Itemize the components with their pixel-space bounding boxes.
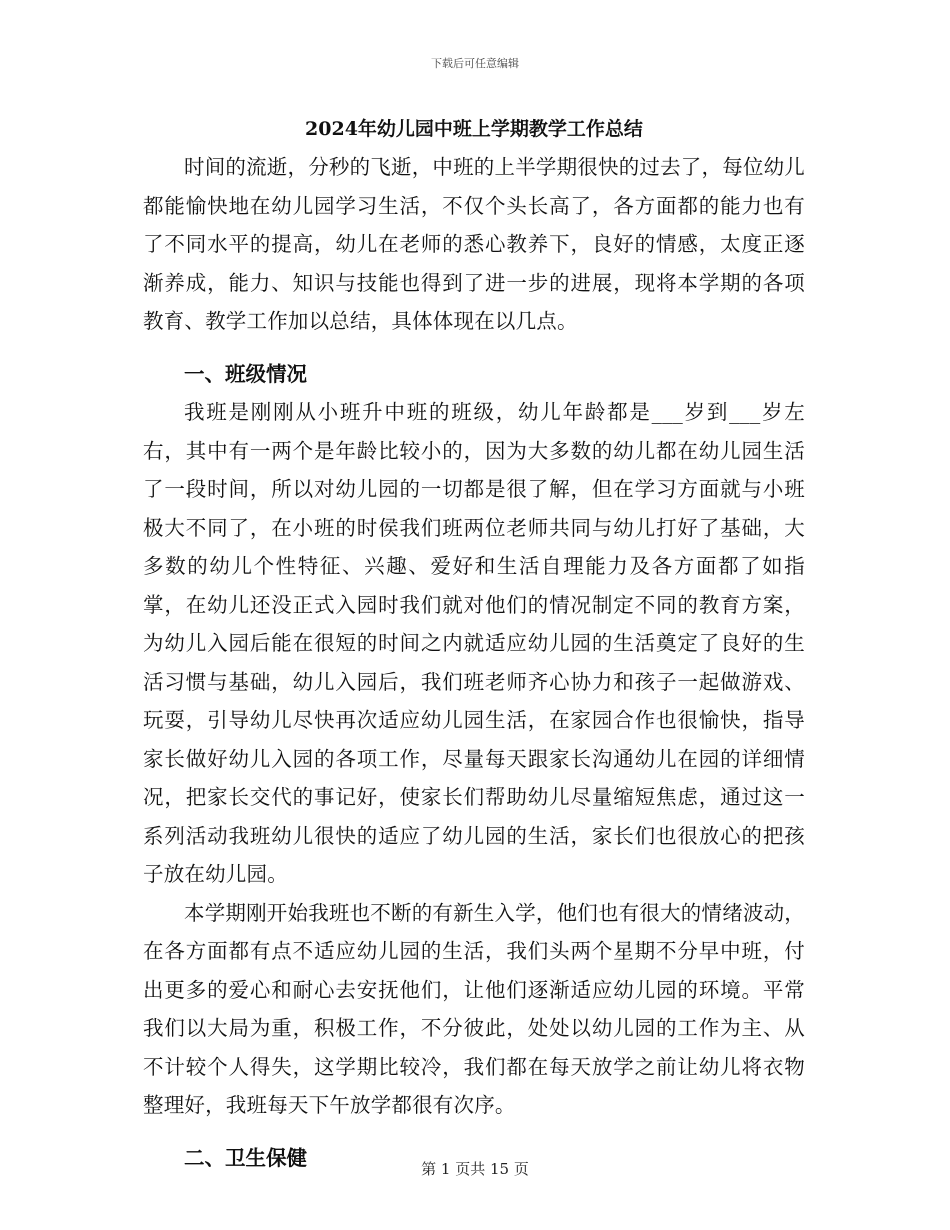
header-note: 下载后可任意编辑 bbox=[431, 57, 519, 70]
class-situation-paragraph-1: 我班是刚刚从小班升中班的班级，幼儿年龄都是___岁到___岁左右，其中有一两个是年龄比较小的，因为大多数的幼儿都在幼儿园生活了一段时间，所以对幼儿园的一切都是很了解，但在学习方面就与小班极大不同了，在小班的时侯我们班两位老师共同与幼儿打好了基础，大多数的幼儿个性特征、兴趣、爱好和生活自理能力及各方面都了如指掌，在幼儿还没正式入园时我们就对他们的情况制定不同的教育方案，为幼儿入园后能在很短的时间之内就适应幼儿园的生活奠定了良好的生活习惯与基础，幼儿入园后，我们班老师齐心协力和孩子一起做游戏、玩耍，引导幼儿尽快再次适应幼儿园生活，在家园合作也很愉快，指导家长做好幼儿入园的各项工作，尽量每天跟家长沟通幼儿在园的详细情况，把家长交代的事记好，使家长们帮助幼儿尽量缩短焦虑，通过这一系列活动我班幼儿很快的适应了幼儿园的生活，家长们也很放心的把孩子放在幼儿园。 bbox=[143, 400, 805, 886]
section-heading-health-care: 二、卫生保健 bbox=[184, 1145, 307, 1170]
section-heading-class-situation: 一、班级情况 bbox=[184, 361, 307, 386]
class-situation-paragraph-2: 本学期刚开始我班也不断的有新生入学，他们也有很大的情绪波动，在各方面都有点不适应幼儿园的生活，我们头两个星期不分早中班，付出更多的爱心和耐心去安抚他们，让他们逐渐适应幼儿园的环境。平常我们以大局为重，积极工作，不分彼此，处处以幼儿园的工作为主、从不计较个人得失，这学期比较冷，我们都在每天放学之前让幼儿将衣物整理好，我班每天下午放学都很有次序。 bbox=[143, 900, 805, 1117]
document-body bbox=[143, 110, 805, 1177]
document-title: 2024年幼儿园中班上学期教学工作总结 bbox=[305, 118, 643, 140]
spacer bbox=[143, 341, 805, 355]
page-number: 第 1 页共 15 页 bbox=[421, 1160, 529, 1178]
spacer bbox=[143, 1125, 805, 1139]
intro-paragraph: 时间的流逝，分秒的飞逝，中班的上半学期很快的过去了，每位幼儿都能愉快地在幼儿园学习生活，不仅个头长高了，各方面都的能力也有了不同水平的提高，幼儿在老师的悉心教养下，良好的情感，太度正逐渐养成，能力、知识与技能也得到了进一步的进展，现将本学期的各项教育、教学工作加以总结，具体体现在以几点。 bbox=[143, 155, 805, 333]
